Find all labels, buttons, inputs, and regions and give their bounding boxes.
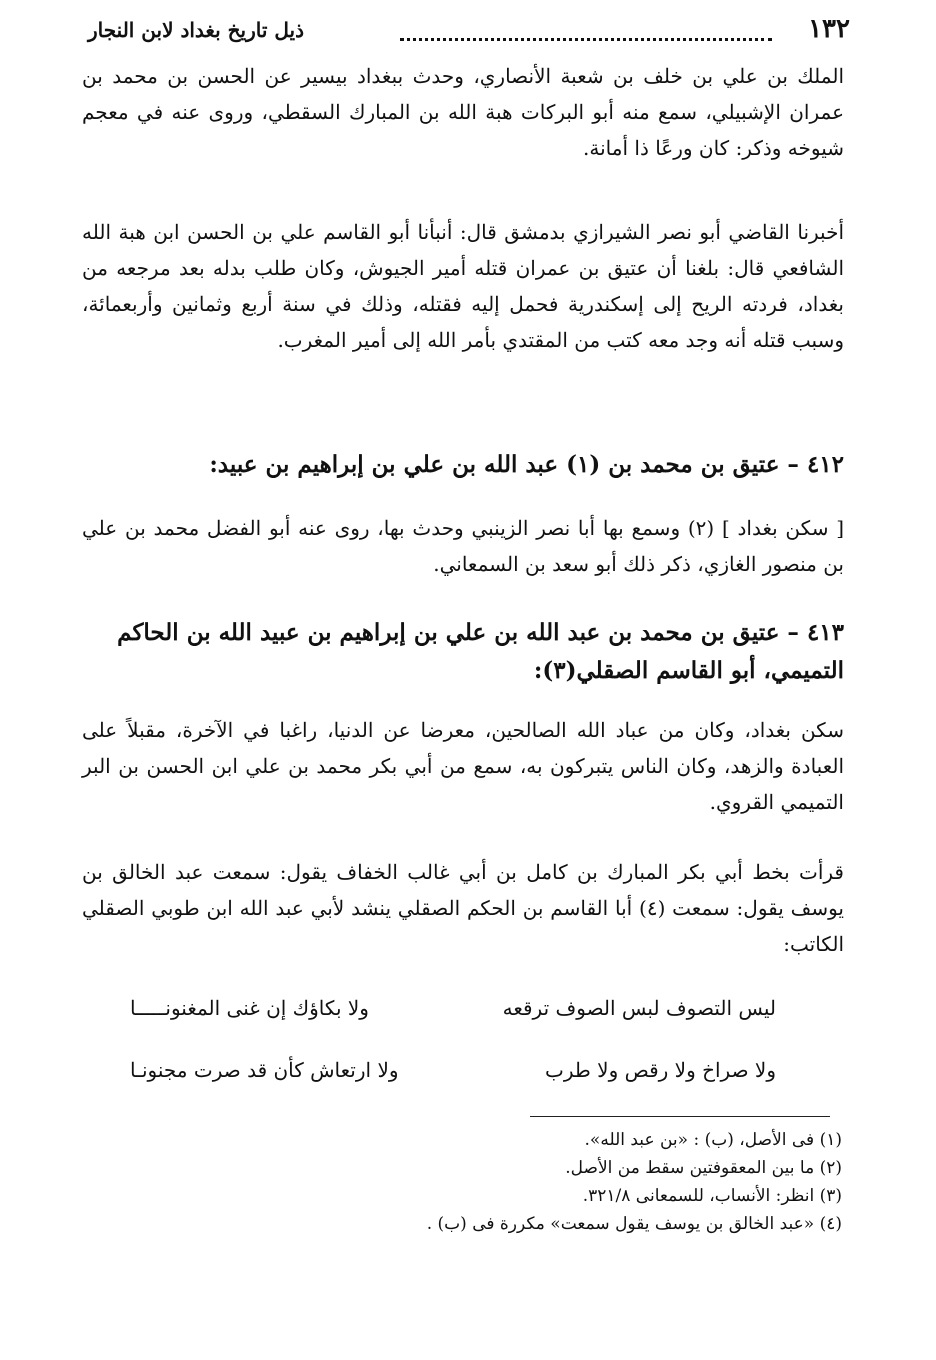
header-dotted-leader (400, 22, 772, 41)
running-title: ذيل تاريخ بغداد لابن النجار (88, 18, 304, 42)
paragraph-report: أخبرنا القاضي أبو نصر الشيرازي بدمشق قال: أنبأنا أبو القاسم علي بن الحسن ابن هبة الله الشافعي قال: بلغنا أن عتيق بن عمران قتله أمير الجيوش، وكان طلب بدله بعد مرجعه من بغداد، فردته الريح إلى إسكندرية فحمل إليه فقتله، وذلك في سنة أربع وثمانين وأربعمائة، وسبب قتله أنه وجد معه كتب من المقتدي بأمر الله إلى أمير المغرب. (82, 220, 845, 352)
footnote-3: (٣) انظر: الأنساب، للسمعانى ٣٢١/٨. (582, 1186, 842, 1206)
footnote-2: (٢) ما بين المعقوفتين سقط من الأصل. (565, 1158, 842, 1178)
verse-line-1 (130, 996, 776, 1032)
page-number: ١٣٢ (808, 14, 850, 44)
entry-413-title-line2: التميمي، أبو القاسم الصقلي(٣): (533, 657, 844, 684)
verse-2-second-hemistich: ولا ارتعاش كأن قد صرت مجنونـا (130, 1058, 399, 1082)
entry-412-body: [ سكن بغداد ] (٢) وسمع بها أبا نصر الزينبي وحدث بها، روى عنه أبو الفضل محمد بن علي بن منصور الغازي، ذكر ذلك أبو سعد بن السمعاني. (82, 516, 844, 576)
verse-2-first-hemistich: ولا صراخ ولا رقص ولا طرب (545, 1058, 776, 1082)
entry-413-body: سكن بغداد، وكان من عباد الله الصالحين، معرضا عن الدنيا، راغبا في الآخرة، مقبلاً على العبادة والزهد، وكان الناس يتبركون به، سمع من أبي بكر محمد بن علي ابن الحسن بن البر التميمي القروي. (82, 718, 844, 814)
footnotes (300, 1126, 842, 1238)
verse-1-first-hemistich: ليس التصوف لبس الصوف ترقعه (502, 996, 776, 1020)
page-header (88, 14, 850, 50)
entry-413-title-line1: ٤١٣ – عتيق بن محمد بن عبد الله بن علي بن إبراهيم بن عبيد الله بن الحاكم (117, 619, 844, 646)
verse-1-second-hemistich: ولا بكاؤك إن غنى المغنونـــــا (130, 996, 369, 1020)
verse-line-2 (130, 1058, 776, 1094)
footnote-4: (٤) «عبد الخالق بن يوسف يقول سمعت» مكررة فى (ب) . (426, 1214, 842, 1234)
paragraph-continuation: الملك بن علي بن خلف بن شعبة الأنصاري، وحدث ببغداد بيسير عن الحسن بن محمد بن عمران الإشبيلي، سمع منه أبو البركات هبة الله بن المبارك السقطي، وروى عنه في معجم شيوخه وذكر: كان ورعًا ذا أمانة. (82, 64, 844, 160)
footnote-separator (530, 1116, 830, 1117)
entry-412-title: ٤١٢ – عتيق بن محمد بن (١) عبد الله بن علي بن إبراهيم بن عبيد: (209, 451, 844, 478)
footnote-1: (١) فى الأصل، (ب) : «بن عبد الله». (584, 1130, 842, 1150)
entry-413-narration: قرأت بخط أبي بكر المبارك بن كامل بن أبي غالب الخفاف يقول: سمعت عبد الخالق بن يوسف يقول: سمعت (٤) أبا القاسم بن الحكم الصقلي ينشد لأبي عبد الله ابن طوبي الصقلي الكاتب: (82, 860, 844, 956)
